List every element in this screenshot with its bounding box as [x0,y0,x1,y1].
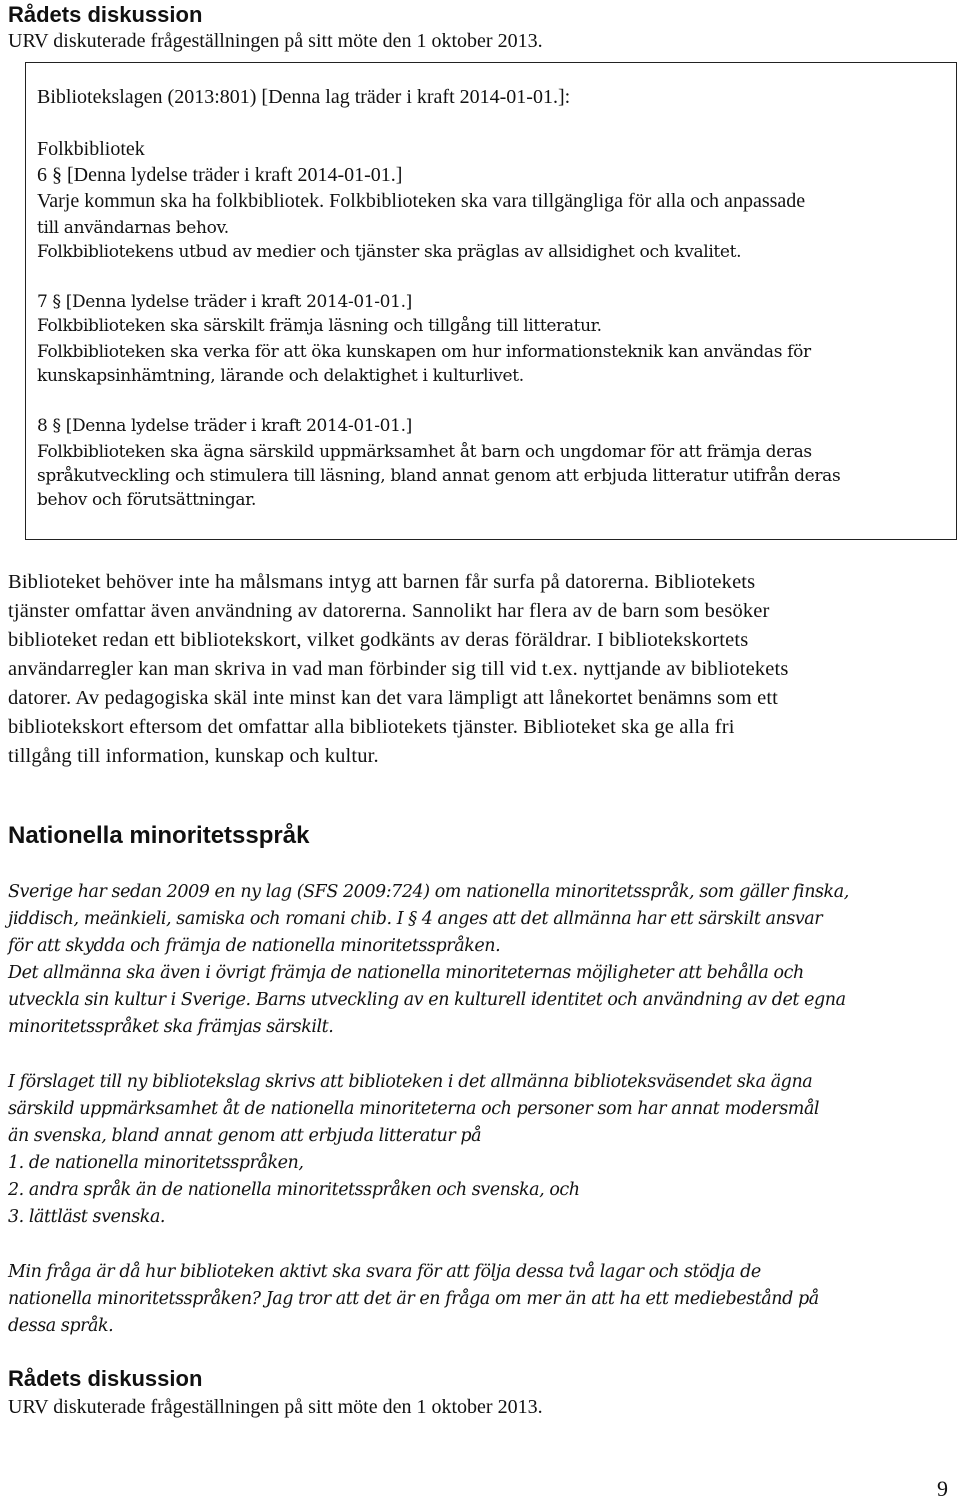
question-line: för att skydda och främja de nationella minoritetsspråken. [8,936,501,956]
paragraph-6-header: 6 § [Denna lydelse träder i kraft 2014-01-01.] [37,164,403,186]
paragraph-7-line: Folkbiblioteken ska särskilt främja läsning och tillgång till litteratur. [37,316,602,336]
answer-line: datorer. Av pedagogiska skäl inte minst kan det vara lämpligt att lånekortet benämns som ett [8,687,779,709]
question-line: Sverige har sedan 2009 en ny lag (SFS 2009:724) om nationella minoritetsspråk, som gäller finska, [8,882,849,902]
paragraph-6-line: Varje kommun ska ha folkbibliotek. Folkbiblioteken ska vara tillgängliga för alla och anpassade [37,190,806,212]
question-line: jiddisch, meänkieli, samiska och romani chib. I § 4 anges att det allmänna har ett särskilt ansvar [8,909,823,929]
question-line: nationella minoritetsspråken? Jag tror att det är en fråga om mer än att ha ett mediebestånd på [8,1289,819,1309]
paragraph-8-line: Folkbiblioteken ska ägna särskild uppmärksamhet åt barn och ungdomar för att främja deras [37,442,812,462]
answer-line: biblioteket redan ett bibliotekskort, vilket godkänts av deras föräldrar. I bibliotekskortets [8,629,749,651]
section-heading: Nationella minoritetsspråk [8,822,310,849]
list-item: 1. de nationella minoritetsspråken, [8,1153,304,1173]
paragraph-7-header: 7 § [Denna lydelse träder i kraft 2014-01-01.] [37,292,412,312]
question-line: I förslaget till ny bibliotekslag skrivs att biblioteken i det allmänna biblioteksväsendet ska ägna [8,1072,813,1092]
law-title: Bibliotekslagen (2013:801) [Denna lag träder i kraft 2014-01-01.]: [37,86,571,108]
paragraph-8-line: språkutveckling och stimulera till läsning, bland annat genom att erbjuda litteratur utifrån deras [37,466,841,486]
question-line: än svenska, bland annat genom att erbjuda litteratur på [8,1126,482,1146]
answer-line: användarregler kan man skriva in vad man förbinder sig till vid t.ex. nyttjande av bibliotekets [8,658,789,680]
answer-line: tillgång till information, kunskap och kultur. [8,745,379,767]
paragraph-7-line: kunskapsinhämtning, lärande och delaktighet i kulturlivet. [37,366,524,386]
council-discussion-text: URV diskuterade frågeställningen på sitt möte den 1 oktober 2013. [8,1396,543,1418]
council-discussion-text: URV diskuterade frågeställningen på sitt möte den 1 oktober 2013. [8,30,543,52]
paragraph-6-line: Folkbibliotekens utbud av medier och tjänster ska präglas av allsidighet och kvalitet. [37,242,742,262]
council-discussion-heading: Rådets diskussion [8,2,203,27]
law-section-title: Folkbibliotek [37,138,145,160]
question-line: Min fråga är då hur biblioteken aktivt ska svara för att följa dessa två lagar och stödja de [8,1262,761,1282]
paragraph-6-line: till användarnas behov. [37,218,229,238]
page-number: 9 [937,1476,948,1501]
answer-line: Biblioteket behöver inte ha målsmans intyg att barnen får surfa på datorerna. Bibliotekets [8,571,756,593]
question-line: dessa språk. [8,1316,114,1336]
list-item: 2. andra språk än de nationella minoritetsspråken och svenska, och [8,1180,580,1200]
answer-line: bibliotekskort eftersom det omfattar alla bibliotekets tjänster. Biblioteket ska ge alla fri [8,716,735,738]
answer-line: tjänster omfattar även användning av datorerna. Sannolikt har flera av de barn som besöker [8,600,770,622]
question-line: särskild uppmärksamhet åt de nationella minoriteterna och personer som har annat modersmål [8,1099,820,1119]
paragraph-7-line: Folkbiblioteken ska verka för att öka kunskapen om hur informationsteknik kan användas för [37,342,811,362]
question-line: Det allmänna ska även i övrigt främja de nationella minoriteternas möjligheter att behålla och [8,963,804,983]
list-item: 3. lättläst svenska. [8,1207,166,1227]
council-discussion-heading: Rådets diskussion [8,1366,203,1391]
paragraph-8-line: behov och förutsättningar. [37,490,257,510]
paragraph-8-header: 8 § [Denna lydelse träder i kraft 2014-01-01.] [37,416,412,436]
question-line: utveckla sin kultur i Sverige. Barns utveckling av en kulturell identitet och användning av det egna [8,990,846,1010]
question-line: minoritetsspråket ska främjas särskilt. [8,1017,334,1037]
